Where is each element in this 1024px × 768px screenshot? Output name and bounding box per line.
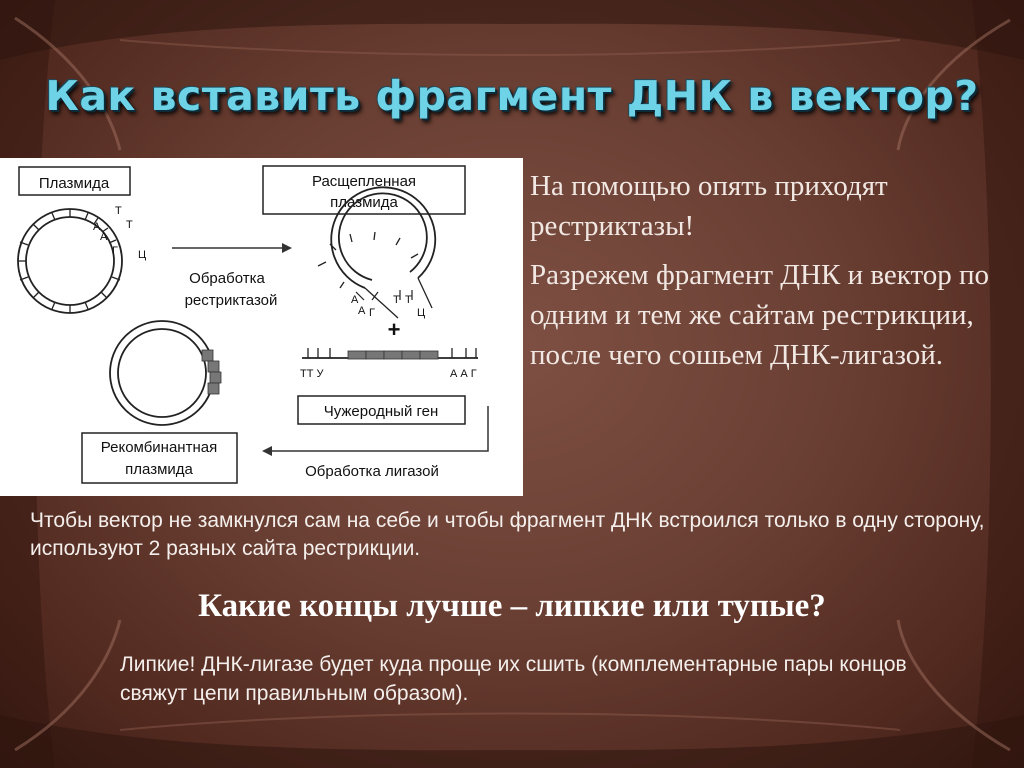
svg-text:А: А [100,231,108,243]
cleaved-plasmid-box [263,166,465,214]
svg-text:Ц: Ц [138,249,147,261]
svg-text:А: А [93,221,101,233]
plus-sign: + [387,317,401,342]
slide-title: Как вставить фрагмент ДНК в вектор? [45,72,979,120]
svg-text:Г: Г [112,245,118,257]
plasmid-ring [18,209,122,313]
foreign-gene-dna [302,348,478,359]
svg-text:ТТ У: ТТ У [300,368,324,380]
question-heading: Какие концы лучше – липкие или тупые? [198,588,826,624]
svg-text:Чужеродный ген: Чужеродный ген [323,403,439,420]
bullet-restrictases: На помощью опять приходят рестриктазы! [530,170,888,242]
svg-text:Т: Т [126,219,133,231]
svg-text:плазмида: плазмида [125,461,193,478]
ligase-label: Обработка лигазой [305,463,439,480]
svg-text:Т: Т [393,294,400,306]
cloning-diagram [0,158,523,496]
foreign-gene-box [298,396,465,424]
answer-text: Липкие! ДНК-лигазе будет куда проще их сшить (комплементарные пары концов свяжут цепи правильным образом). [120,653,907,705]
svg-text:плазмида: плазмида [330,194,398,211]
restriction-label-2: рестриктазой [184,292,278,309]
plasmid-label: Плазмида [38,175,110,192]
svg-text:А А Г: А А Г [450,368,477,380]
svg-text:Расщепленная: Расщепленная [311,173,417,190]
arrow-restriction [172,243,292,253]
restriction-label-1: Обработка [189,270,265,287]
svg-text:Ц: Ц [417,307,426,319]
recombinant-plasmid-box [82,433,237,483]
note-two-sites: Чтобы вектор не замкнулся сам на себе и чтобы фрагмент ДНК встроился только в одну сторону, используют 2 разных сайта рестрикции. [30,509,985,560]
svg-text:А: А [358,305,366,317]
bullet-cut-and-ligate: Разрежем фрагмент ДНК и вектор по одним и тем же сайтам рестрикции, после чего сошьем ДНК-лигазой. [530,259,990,371]
plasmid-label-box [19,167,130,195]
svg-text:Т: Т [405,294,412,306]
svg-text:А: А [351,294,359,306]
svg-text:Т: Т [115,205,122,217]
svg-text:Г: Г [369,307,375,319]
svg-text:Рекомбинантная: Рекомбинантная [100,439,218,456]
recombinant-plasmid-ring [110,321,221,425]
explanation-text [530,166,1000,384]
